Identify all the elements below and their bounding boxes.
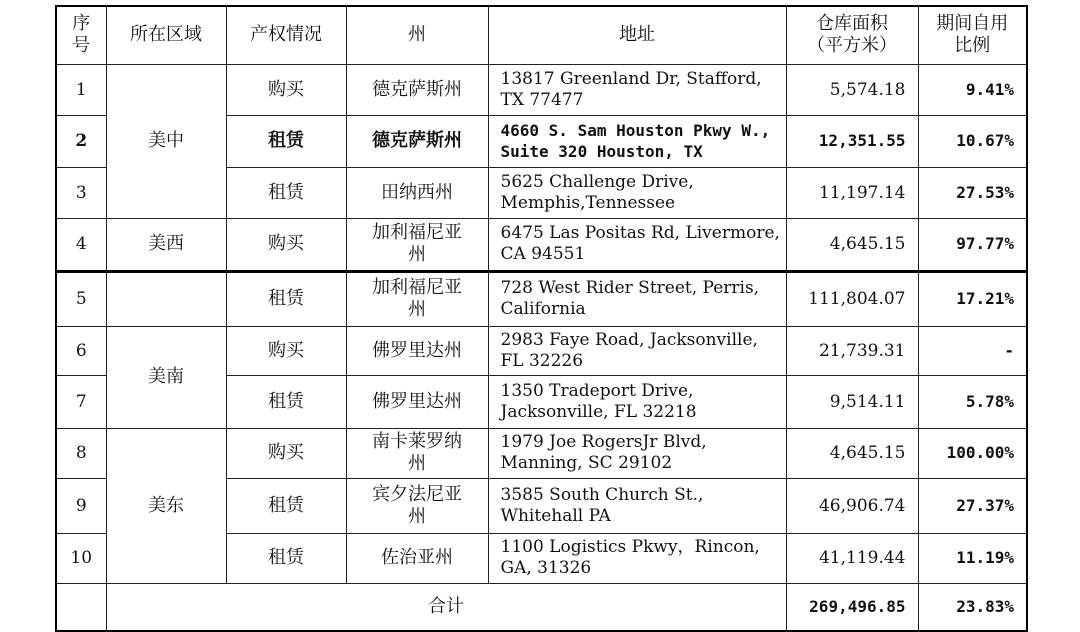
area-cell: 12,351.55 xyxy=(786,115,918,167)
total-ratio: 23.83% xyxy=(918,583,1027,631)
row-number: 4 xyxy=(56,218,106,271)
ratio-cell: 27.53% xyxy=(918,167,1027,218)
state-cell: 佛罗里达州 xyxy=(346,326,488,375)
state-cell: 宾夕法尼亚 州 xyxy=(346,478,488,533)
ownership-cell: 租赁 xyxy=(226,271,346,326)
header-state: 州 xyxy=(346,6,488,64)
address-cell: 5625 Challenge Drive, Memphis,Tennessee xyxy=(488,167,786,218)
area-cell: 4,645.15 xyxy=(786,218,918,271)
ownership-cell: 购买 xyxy=(226,64,346,115)
ratio-cell: 5.78% xyxy=(918,375,1027,428)
state-cell: 加利福尼亚 州 xyxy=(346,218,488,271)
header-seq: 序 号 xyxy=(56,6,106,64)
header-address: 地址 xyxy=(488,6,786,64)
address-cell: 3585 South Church St., Whitehall PA xyxy=(488,478,786,533)
address-cell: 4660 S. Sam Houston Pkwy W., Suite 320 Houston, TX xyxy=(488,115,786,167)
ratio-cell: 9.41% xyxy=(918,64,1027,115)
total-area: 269,496.85 xyxy=(786,583,918,631)
row-number: 1 xyxy=(56,64,106,115)
ratio-cell: 100.00% xyxy=(918,428,1027,478)
state-cell: 德克萨斯州 xyxy=(346,64,488,115)
ratio-cell: 97.77% xyxy=(918,218,1027,271)
address-cell: 1979 Joe RogersJr Blvd, Manning, SC 29102 xyxy=(488,428,786,478)
table-row xyxy=(56,428,1027,478)
state-cell: 加利福尼亚 州 xyxy=(346,271,488,326)
table-row xyxy=(56,64,1027,115)
state-cell: 佐治亚州 xyxy=(346,533,488,583)
region-cell-empty xyxy=(106,271,226,326)
total-row xyxy=(56,583,1027,631)
row-number: 6 xyxy=(56,326,106,375)
ownership-cell: 租赁 xyxy=(226,478,346,533)
region-cell: 美东 xyxy=(106,428,226,583)
state-cell: 田纳西州 xyxy=(346,167,488,218)
state-cell: 佛罗里达州 xyxy=(346,375,488,428)
state-cell: 南卡莱罗纳 州 xyxy=(346,428,488,478)
address-cell: 728 West Rider Street, Perris, California xyxy=(488,271,786,326)
address-cell: 1100 Logistics Pkwy，Rincon, GA, 31326 xyxy=(488,533,786,583)
header-region: 所在区域 xyxy=(106,6,226,64)
region-cell: 美西 xyxy=(106,218,226,271)
area-cell: 11,197.14 xyxy=(786,167,918,218)
area-cell: 9,514.11 xyxy=(786,375,918,428)
header-ownership: 产权情况 xyxy=(226,6,346,64)
row-number: 9 xyxy=(56,478,106,533)
ownership-cell: 购买 xyxy=(226,326,346,375)
area-cell: 4,645.15 xyxy=(786,428,918,478)
ratio-cell: 17.21% xyxy=(918,271,1027,326)
table-row xyxy=(56,326,1027,375)
ownership-cell: 购买 xyxy=(226,428,346,478)
row-number: 8 xyxy=(56,428,106,478)
table-row xyxy=(56,271,1027,326)
ownership-cell: 购买 xyxy=(226,218,346,271)
area-cell: 21,739.31 xyxy=(786,326,918,375)
row-number: 10 xyxy=(56,533,106,583)
area-cell: 111,804.07 xyxy=(786,271,918,326)
ownership-cell: 租赁 xyxy=(226,533,346,583)
area-cell: 41,119.44 xyxy=(786,533,918,583)
table-row xyxy=(56,218,1027,271)
address-cell: 6475 Las Positas Rd, Livermore, CA 94551 xyxy=(488,218,786,271)
state-cell: 德克萨斯州 xyxy=(346,115,488,167)
ratio-cell: 27.37% xyxy=(918,478,1027,533)
header-row xyxy=(56,6,1027,64)
row-number: 7 xyxy=(56,375,106,428)
region-cell: 美中 xyxy=(106,64,226,218)
region-cell: 美南 xyxy=(106,326,226,428)
ratio-cell: 10.67% xyxy=(918,115,1027,167)
ratio-cell: - xyxy=(918,326,1027,375)
row-number: 5 xyxy=(56,271,106,326)
area-cell: 46,906.74 xyxy=(786,478,918,533)
header-ratio: 期间自用 比例 xyxy=(918,6,1027,64)
address-cell: 1350 Tradeport Drive, Jacksonville, FL 32218 xyxy=(488,375,786,428)
warehouse-table xyxy=(55,5,1028,632)
row-number: 3 xyxy=(56,167,106,218)
ratio-cell: 11.19% xyxy=(918,533,1027,583)
address-cell: 2983 Faye Road, Jacksonville, FL 32226 xyxy=(488,326,786,375)
ownership-cell: 租赁 xyxy=(226,167,346,218)
total-label: 合计 xyxy=(106,583,786,631)
area-cell: 5,574.18 xyxy=(786,64,918,115)
header-area: 仓库面积 （平方米） xyxy=(786,6,918,64)
row-number: 2 xyxy=(56,115,106,167)
address-cell: 13817 Greenland Dr, Stafford, TX 77477 xyxy=(488,64,786,115)
total-empty-cell xyxy=(56,583,106,631)
ownership-cell: 租赁 xyxy=(226,115,346,167)
ownership-cell: 租赁 xyxy=(226,375,346,428)
